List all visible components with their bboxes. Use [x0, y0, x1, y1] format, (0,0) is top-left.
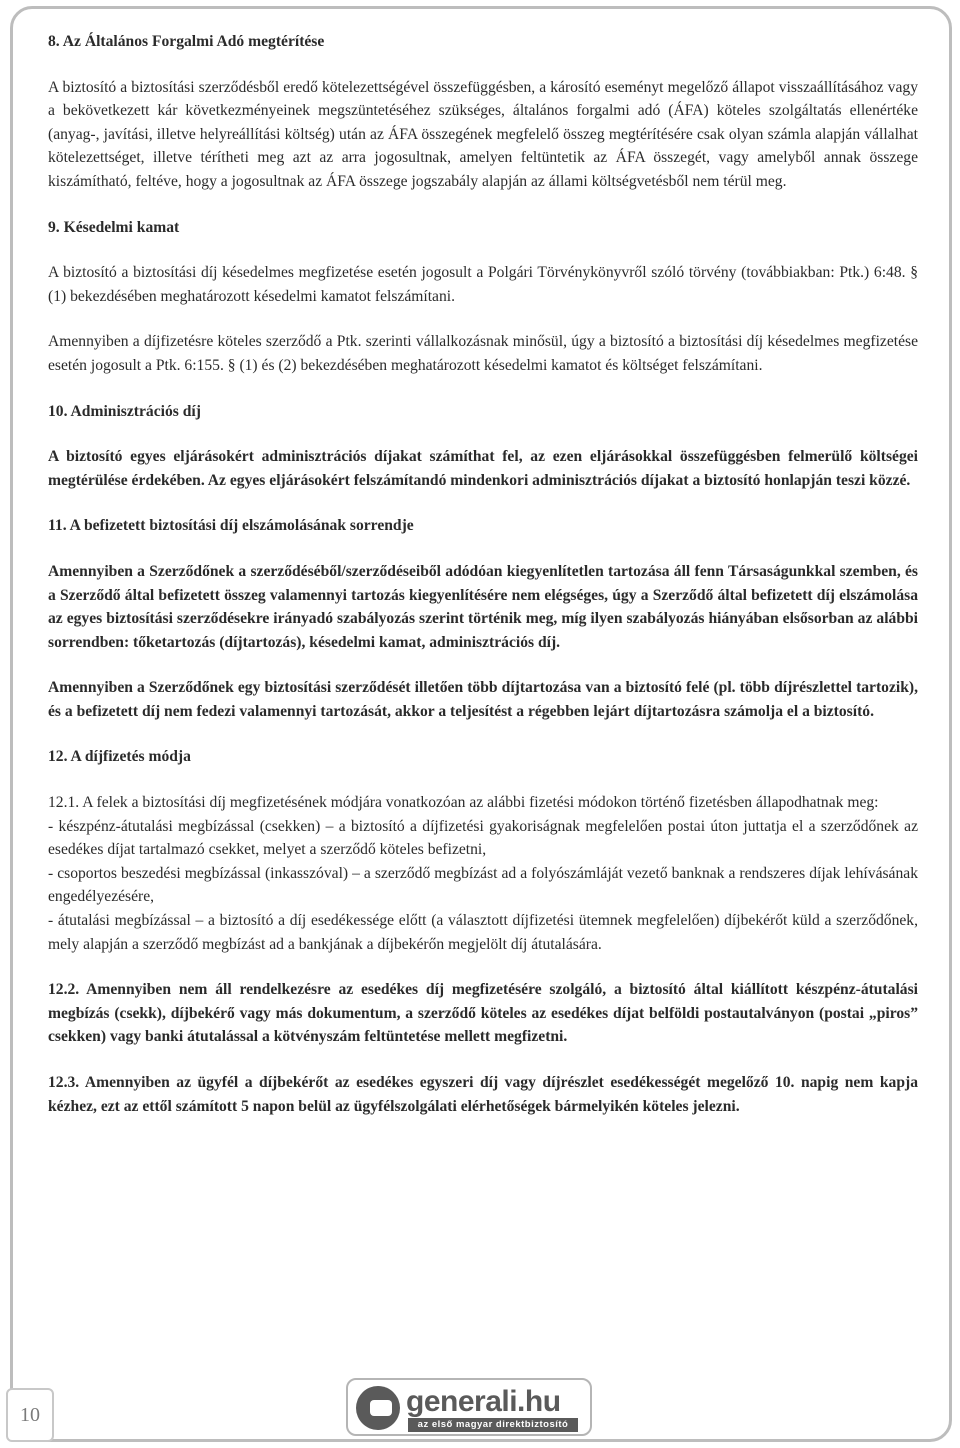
section-8-heading: 8. Az Általános Forgalmi Adó megtérítése	[48, 33, 325, 50]
logo-name: generali.hu	[406, 1385, 561, 1418]
payment-method-direct-debit: - csoportos beszedési megbízással (inkasszóval) – a szerződő megbízást ad a folyószámláját vezető banknak a rendszeres díjak lehívásának engedélyezésére,	[48, 864, 918, 906]
section-9-paragraph-2: Amennyiben a díjfizetésre köteles szerződő a Ptk. szerinti vállalkozásnak minősül, úgy a biztosító a biztosítási díj késedelmes megfizetése esetén jogosult a Ptk. 6:155. § (1) és (2) bekezdésében meghatározott késedelmi kamatot és költséget felszámítani.	[48, 333, 918, 374]
section-10-paragraph: A biztosító egyes eljárásokért adminisztrációs díjakat számíthat fel, az ezen eljárásokkal összefüggésben felmerülő költségei megtérülése érdekében. Az egyes eljárásokért felszámítandó mindenkori adminisztrációs díjakat a biztosító honlapján teszi közzé.	[48, 448, 918, 489]
logo-g-icon	[356, 1386, 400, 1430]
generali-logo	[346, 1378, 592, 1436]
section-11-paragraph-2: Amennyiben a Szerződőnek egy biztosítási szerződését illetően több díjtartozása van a biztosító felé (pl. több díjrészlettel tartozik), és a befizetett díj nem fedezi valamennyi tartozását, akkor a teljesítést a régebben lejárt díjtartozásra számolja el a biztosító.	[48, 679, 918, 720]
page-number-box	[6, 1388, 54, 1442]
section-9-heading: 9. Késedelmi kamat	[48, 218, 180, 236]
section-11-paragraph-1: Amennyiben a Szerződőnek a szerződéséből/szerződéseiből adódóan kiegyenlítetlen tartozása áll fenn Társaságunkkal szemben, és a Szerződő által befizetett összeg valamennyi tartozás kiegyenlítésére nem elégséges, úgy a Szerződő által befizetett díj elszámolása az egyes biztosítási szerződésekre irányadó szabályozás szerint történik meg, míg ilyen szabályozás hiányában elsősorban az alábbi sorrendben: tőketartozás (díjtartozás), késedelmi kamat, adminisztrációs díj.	[48, 562, 918, 651]
section-12-1-paragraph: 12.1. A felek a biztosítási díj megfizetésének módjára vonatkozóan az alábbi fizetési módokon történő fizetésben állapodhatnak meg:	[48, 794, 879, 812]
payment-method-cheque: - készpénz-átutalási megbízással (csekken) – a biztosító a díjfizetési gyakoriságnak megfelelően postai úton juttatja el a szerződőnek az esedékes díjat tartalmazó csekket, melyet a szerződő köteles befizetni,	[48, 817, 918, 859]
section-8-paragraph: A biztosító a biztosítási szerződésből eredő kötelezettségével összefüggésben, a károsító eseményt megelőző állapot visszaállításához vagy a bekövetkezett kár következményeinek megszüntetéséhez szükséges, általános forgalmi adó (ÁFA) köteles szolgáltatás ellenértéke (anyag-, javítási, illetve helyreállítási költség) után az ÁFA összegének megfelelő összeg megtérítésére csak olyan számla alapján vállalhat kötelezettséget, illetve térítheti meg azt az arra jogosultnak, amelyen feltüntetik az ÁFA összegét, vagy amelyből annak összege kiszámítható, feltéve, hogy a jogosultnak az ÁFA összege jogszabály alapján az állami költségvetésből nem térül meg.	[48, 78, 918, 190]
document-body	[48, 30, 918, 1118]
payment-method-transfer: - átutalási megbízással – a biztosító a díj esedékessége előtt (a választott díjfizetési ütemnek megfelelően) díjbekérőt küld a szerződőnek, mely alapján a szerződő megbízást ad a bankjának a díjbekérőn megjelölt díj átutalására.	[48, 912, 918, 953]
section-9-paragraph-1: A biztosító a biztosítási díj késedelmes megfizetése esetén jogosult a Polgári Törvénykönyvről szóló törvény (továbbiakban: Ptk.) 6:48. § (1) bekezdésében meghatározott késedelmi kamatot felszámítani.	[48, 264, 918, 305]
logo-tagline: az első magyar direktbiztosító	[408, 1418, 578, 1432]
section-12-3-paragraph: 12.3. Amennyiben az ügyfél a díjbekérőt az esedékes egyszeri díj vagy díjrészlet esedékességét megelőző 10. napig nem kapja kézhez, ezt az ettől számított 5 napon belül az ügyfélszolgálati elérhetőségek bármelyikén köteles jelezni.	[48, 1074, 918, 1115]
page-number: 10	[20, 1403, 40, 1426]
section-11-heading: 11. A befizetett biztosítási díj elszámolásának sorrendje	[48, 517, 414, 535]
section-10-heading: 10. Adminisztrációs díj	[48, 402, 201, 420]
section-12-2-paragraph: 12.2. Amennyiben nem áll rendelkezésre az esedékes díj megfizetésére szolgáló, a biztosító által kiállított készpénz-átutalási megbízás (csekk), díjbekérő vagy más dokumentum, a szerződő köteles az esedékes díjat belföldi postautalványon (postai „piros” csekken) vagy banki átutalással a kötvényszám feltüntetése mellett megfizetni.	[48, 981, 918, 1046]
section-12-heading: 12. A díjfizetés módja	[48, 748, 191, 766]
